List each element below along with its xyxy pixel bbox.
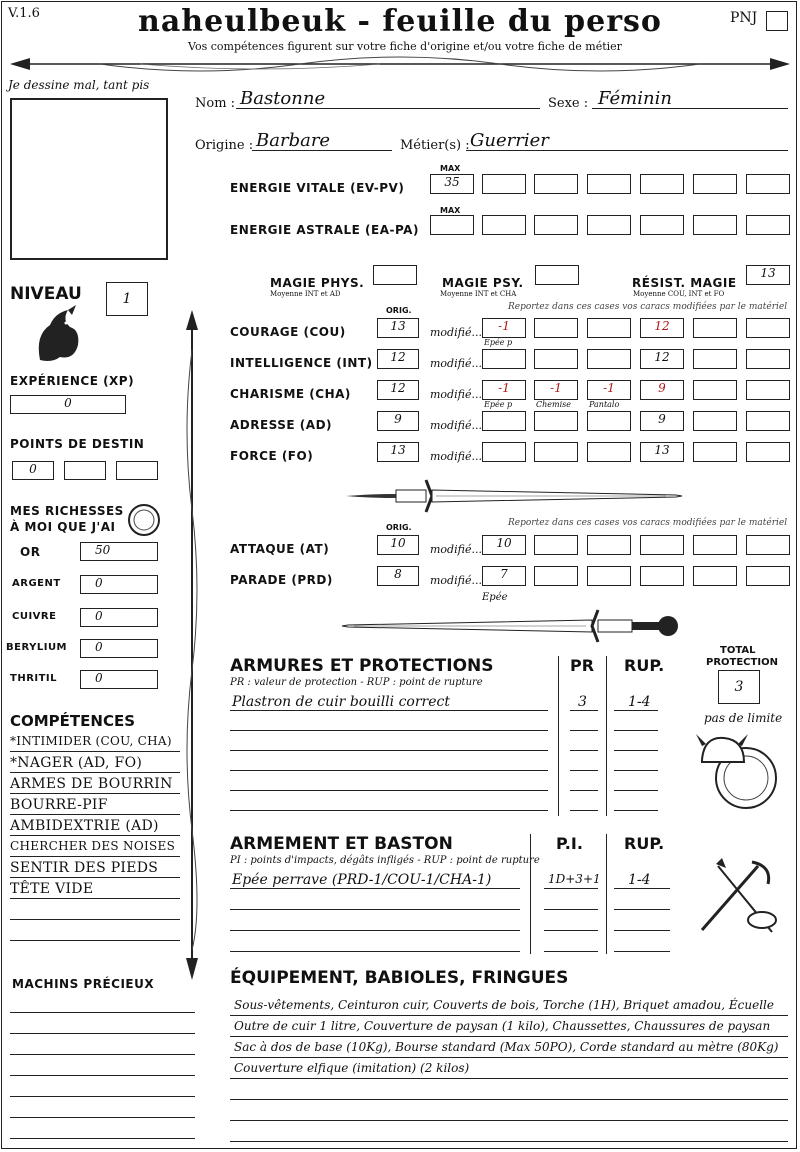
richesse-box[interactable]: 0: [80, 670, 158, 689]
ev-box[interactable]: [482, 174, 526, 194]
machins-line[interactable]: [10, 1117, 195, 1118]
armement-sub: PI : points d'impacts, dégâts infligés - RUP : point de rupture: [230, 855, 540, 866]
resist-magie-sub: Moyenne COU, INT et FO: [633, 290, 725, 298]
carac-mod-box[interactable]: [746, 442, 790, 462]
portrait-caption: Je dessine mal, tant pis: [8, 78, 150, 92]
carac-mod-box[interactable]: [534, 318, 578, 338]
ea-box[interactable]: [746, 215, 790, 235]
combat-mod-box[interactable]: [640, 535, 684, 555]
armure-name[interactable]: Plastron de cuir bouilli correct: [232, 694, 450, 710]
helmet-shield-icon: [694, 726, 780, 812]
richesse-label: THRITIL: [10, 673, 58, 684]
machins-line[interactable]: [10, 1138, 195, 1139]
ev-box[interactable]: [587, 174, 631, 194]
total-protection-label-2: PROTECTION: [706, 657, 778, 668]
combat-mod-box[interactable]: [693, 535, 737, 555]
competence-item[interactable]: CHERCHER DES NOISES: [10, 839, 176, 853]
nom-label: Nom :: [195, 96, 236, 111]
portrait-box[interactable]: [10, 98, 168, 260]
coin-icon: [126, 502, 162, 538]
page-title: naheulbeuk - feuille du perso: [138, 4, 662, 39]
combat-mod-box[interactable]: [746, 535, 790, 555]
destin-value: 0: [29, 462, 37, 476]
resist-magie-label: RÉSIST. MAGIE: [632, 276, 737, 290]
carac-mod-box[interactable]: [534, 442, 578, 462]
carac-mod-box[interactable]: [693, 349, 737, 369]
ev-max-value: 35: [444, 175, 460, 189]
resist-magie-box[interactable]: [746, 265, 790, 285]
carac-mod-box[interactable]: [482, 349, 526, 369]
magie-psy-label: MAGIE PSY.: [442, 276, 524, 290]
magie-psy-box[interactable]: [535, 265, 579, 285]
ev-max-label: MAX: [440, 164, 461, 173]
combat-mod-box[interactable]: [640, 566, 684, 586]
combat-note: Reportez dans ces cases vos caracs modifiées par le matériel: [508, 518, 788, 528]
equipement-line[interactable]: Couverture elfique (imitation) (2 kilos): [234, 1061, 470, 1075]
arme-pi[interactable]: 1D+3+1: [548, 872, 601, 886]
ea-box[interactable]: [534, 215, 578, 235]
combat-mod-box[interactable]: 10: [482, 535, 526, 555]
richesse-label: BERYLIUM: [6, 642, 68, 653]
xp-value: 0: [64, 396, 72, 410]
carac-mod-box[interactable]: [693, 442, 737, 462]
carac-mod-box[interactable]: [746, 349, 790, 369]
magie-psy-sub: Moyenne INT et CHA: [440, 290, 517, 298]
carac-mod-box[interactable]: [482, 442, 526, 462]
equipement-title: ÉQUIPEMENT, BABIOLES, FRINGUES: [230, 968, 569, 988]
richesse-box[interactable]: 0: [80, 608, 158, 627]
richesse-label: CUIVRE: [12, 611, 57, 622]
ea-box[interactable]: [587, 215, 631, 235]
carac-mod-caption: Chemise: [536, 400, 571, 409]
carac-orig-box[interactable]: 13: [377, 318, 419, 338]
nom-value[interactable]: Bastonne: [240, 88, 326, 109]
ev-label: ENERGIE VITALE (EV-PV): [230, 181, 405, 195]
carac-orig-box[interactable]: 13: [377, 442, 419, 462]
origine-value[interactable]: Barbare: [256, 130, 331, 151]
combat-mod-box[interactable]: [534, 535, 578, 555]
parade-caption: Epée: [482, 592, 508, 603]
carac-mod-box[interactable]: -1: [534, 380, 578, 400]
carac-mod-box[interactable]: [746, 380, 790, 400]
page-subtitle: Vos compétences figurent sur votre fiche d'origine et/ou votre fiche de métier: [188, 40, 622, 53]
ea-box[interactable]: [482, 215, 526, 235]
ev-box[interactable]: [746, 174, 790, 194]
competence-item[interactable]: BOURRE-PIF: [10, 797, 108, 813]
carac-mod-box[interactable]: [534, 349, 578, 369]
ev-box[interactable]: [534, 174, 578, 194]
carac-mod-caption: Epée p: [484, 338, 513, 347]
armement-col-rup: RUP.: [624, 834, 665, 853]
xp-label: EXPÉRIENCE (XP): [10, 374, 135, 388]
modifie-label: modifié...: [430, 419, 482, 432]
ea-max-box[interactable]: [430, 215, 474, 235]
armement-col-pi: P.I.: [556, 834, 583, 853]
carac-mod-box[interactable]: [587, 411, 631, 431]
richesse-label: ARGENT: [12, 578, 61, 589]
richesse-label: OR: [20, 545, 41, 559]
carac-mod-box[interactable]: [693, 411, 737, 431]
machins-label: MACHINS PRÉCIEUX: [12, 977, 155, 991]
richesse-box[interactable]: 0: [80, 639, 158, 658]
resist-magie-value: 13: [760, 266, 776, 280]
pnj-label: PNJ: [730, 10, 758, 26]
combat-label: PARADE (PRD): [230, 573, 333, 587]
competence-item[interactable]: AMBIDEXTRIE (AD): [10, 818, 159, 834]
equipement-line[interactable]: Sac à dos de base (10Kg), Bourse standard (Max 50PO), Corde standard au mètre (80Kg): [234, 1040, 779, 1054]
carac-mod-caption: Pantalo: [589, 400, 620, 409]
combat-mod-box[interactable]: [693, 566, 737, 586]
combat-label: ATTAQUE (AT): [230, 542, 330, 556]
machins-line[interactable]: [10, 1096, 195, 1097]
carac-label: INTELLIGENCE (INT): [230, 356, 373, 370]
carac-mod-box[interactable]: [746, 411, 790, 431]
combat-mod-box[interactable]: [587, 566, 631, 586]
combat-orig-box[interactable]: 10: [377, 535, 419, 555]
carac-label: COURAGE (COU): [230, 325, 346, 339]
version-label: V.1.6: [8, 6, 40, 21]
caracs-orig-label: ORIG.: [386, 306, 412, 315]
modifie-label: modifié...: [430, 543, 482, 556]
combat-orig-box[interactable]: 8: [377, 566, 419, 586]
armement-title: ARMEMENT ET BASTON: [230, 834, 453, 854]
carac-orig-box[interactable]: 12: [377, 380, 419, 400]
niveau-box[interactable]: [106, 282, 148, 316]
sexe-value[interactable]: Féminin: [598, 88, 672, 109]
sexe-label: Sexe :: [548, 96, 589, 111]
carac-mod-box[interactable]: [534, 411, 578, 431]
armure-rup[interactable]: 1-4: [628, 694, 651, 710]
armure-pr[interactable]: 3: [578, 694, 587, 710]
machins-line[interactable]: [10, 1075, 195, 1076]
competence-item[interactable]: TÊTE VIDE: [10, 881, 94, 897]
machins-line[interactable]: [10, 1054, 195, 1055]
ea-box[interactable]: [693, 215, 737, 235]
modifie-label: modifié...: [430, 388, 482, 401]
carac-mod-caption: Epée p: [484, 400, 513, 409]
ea-label: ENERGIE ASTRALE (EA-PA): [230, 223, 419, 237]
carac-mod-box[interactable]: [746, 318, 790, 338]
machins-line[interactable]: [10, 1033, 195, 1034]
carac-orig-box[interactable]: 12: [377, 349, 419, 369]
niveau-value: 1: [122, 291, 132, 307]
combat-mod-box[interactable]: 7: [482, 566, 526, 586]
carac-label: CHARISME (CHA): [230, 387, 351, 401]
ev-box[interactable]: [640, 174, 684, 194]
armures-sub: PR : valeur de protection - RUP : point de rupture: [230, 677, 483, 688]
origine-label: Origine :: [195, 138, 254, 153]
pnj-checkbox[interactable]: [766, 11, 788, 31]
competences-label: COMPÉTENCES: [10, 712, 136, 730]
total-protection-label-1: TOTAL: [720, 645, 756, 656]
destin-box[interactable]: [116, 461, 158, 480]
arme-rup[interactable]: 1-4: [628, 872, 651, 888]
ea-box[interactable]: [640, 215, 684, 235]
carac-mod-box[interactable]: 12: [640, 349, 684, 369]
sword-ornament: [338, 606, 688, 646]
spear-ornament: [180, 310, 204, 980]
carac-mod-box[interactable]: -1: [482, 380, 526, 400]
total-protection-value: 3: [734, 679, 744, 695]
carac-mod-box[interactable]: [587, 442, 631, 462]
carac-mod-box[interactable]: [482, 411, 526, 431]
carac-orig-box[interactable]: 9: [377, 411, 419, 431]
total-protection-box[interactable]: [718, 670, 760, 704]
richesse-box[interactable]: 0: [80, 575, 158, 594]
carac-label: FORCE (FO): [230, 449, 314, 463]
carac-mod-box[interactable]: [693, 380, 737, 400]
combat-mod-box[interactable]: [587, 535, 631, 555]
armures-col-pr: PR: [570, 656, 595, 675]
magie-phys-box[interactable]: [373, 265, 417, 285]
destin-label: POINTS DE DESTIN: [10, 437, 145, 451]
metier-value[interactable]: Guerrier: [470, 130, 549, 151]
carac-mod-box[interactable]: [693, 318, 737, 338]
carac-mod-box[interactable]: [587, 318, 631, 338]
carac-mod-box[interactable]: 13: [640, 442, 684, 462]
competence-item[interactable]: *INTIMIDER (COU, CHA): [10, 734, 172, 748]
carac-mod-box[interactable]: 9: [640, 411, 684, 431]
competence-item[interactable]: *NAGER (AD, FO): [10, 755, 143, 771]
combat-mod-box[interactable]: [534, 566, 578, 586]
equipement-line[interactable]: Sous-vêtements, Ceinturon cuir, Couverts de bois, Torche (1H), Briquet amadou, Écuelle: [234, 998, 774, 1012]
destin-box[interactable]: [64, 461, 106, 480]
machins-line[interactable]: [10, 1012, 195, 1013]
combat-mod-box[interactable]: [746, 566, 790, 586]
xp-box[interactable]: [10, 395, 126, 414]
competence-item[interactable]: SENTIR DES PIEDS: [10, 860, 159, 876]
richesse-box[interactable]: 50: [80, 542, 158, 561]
ea-max-label: MAX: [440, 206, 461, 215]
richesses-label-1: MES RICHESSES: [10, 504, 124, 518]
carac-mod-box[interactable]: [587, 349, 631, 369]
carac-mod-box[interactable]: 9: [640, 380, 684, 400]
weapons-icon: [692, 856, 784, 940]
arme-name[interactable]: Epée perrave (PRD-1/COU-1/CHA-1): [232, 872, 492, 888]
sword-ornament: [336, 476, 686, 516]
modifie-label: modifié...: [430, 574, 482, 587]
metier-label: Métier(s) :: [400, 138, 470, 153]
armures-col-rup: RUP.: [624, 656, 665, 675]
competence-item[interactable]: ARMES DE BOURRIN: [10, 776, 173, 792]
magie-phys-label: MAGIE PHYS.: [270, 276, 365, 290]
destin-box[interactable]: [12, 461, 54, 480]
modifie-label: modifié...: [430, 326, 482, 339]
richesses-label-2: À MOI QUE J'AI: [10, 520, 116, 534]
caracs-note: Reportez dans ces cases vos caracs modifiées par le matériel: [508, 302, 788, 312]
armures-title: ARMURES ET PROTECTIONS: [230, 656, 494, 676]
combat-orig-label: ORIG.: [386, 523, 412, 532]
modifie-label: modifié...: [430, 357, 482, 370]
niveau-label: NIVEAU: [10, 284, 82, 304]
carac-mod-box[interactable]: 12: [640, 318, 684, 338]
dragon-icon: [30, 305, 85, 365]
ev-max-box[interactable]: [430, 174, 474, 194]
modifie-label: modifié...: [430, 450, 482, 463]
magie-phys-sub: Moyenne INT et AD: [270, 290, 341, 298]
no-limit-label: pas de limite: [704, 711, 783, 725]
ev-box[interactable]: [693, 174, 737, 194]
carac-mod-box[interactable]: -1: [587, 380, 631, 400]
equipement-line[interactable]: Outre de cuir 1 litre, Couverture de paysan (1 kilo), Chaussettes, Chaussures de paysan: [234, 1019, 771, 1033]
carac-mod-box[interactable]: -1: [482, 318, 526, 338]
carac-label: ADRESSE (AD): [230, 418, 333, 432]
